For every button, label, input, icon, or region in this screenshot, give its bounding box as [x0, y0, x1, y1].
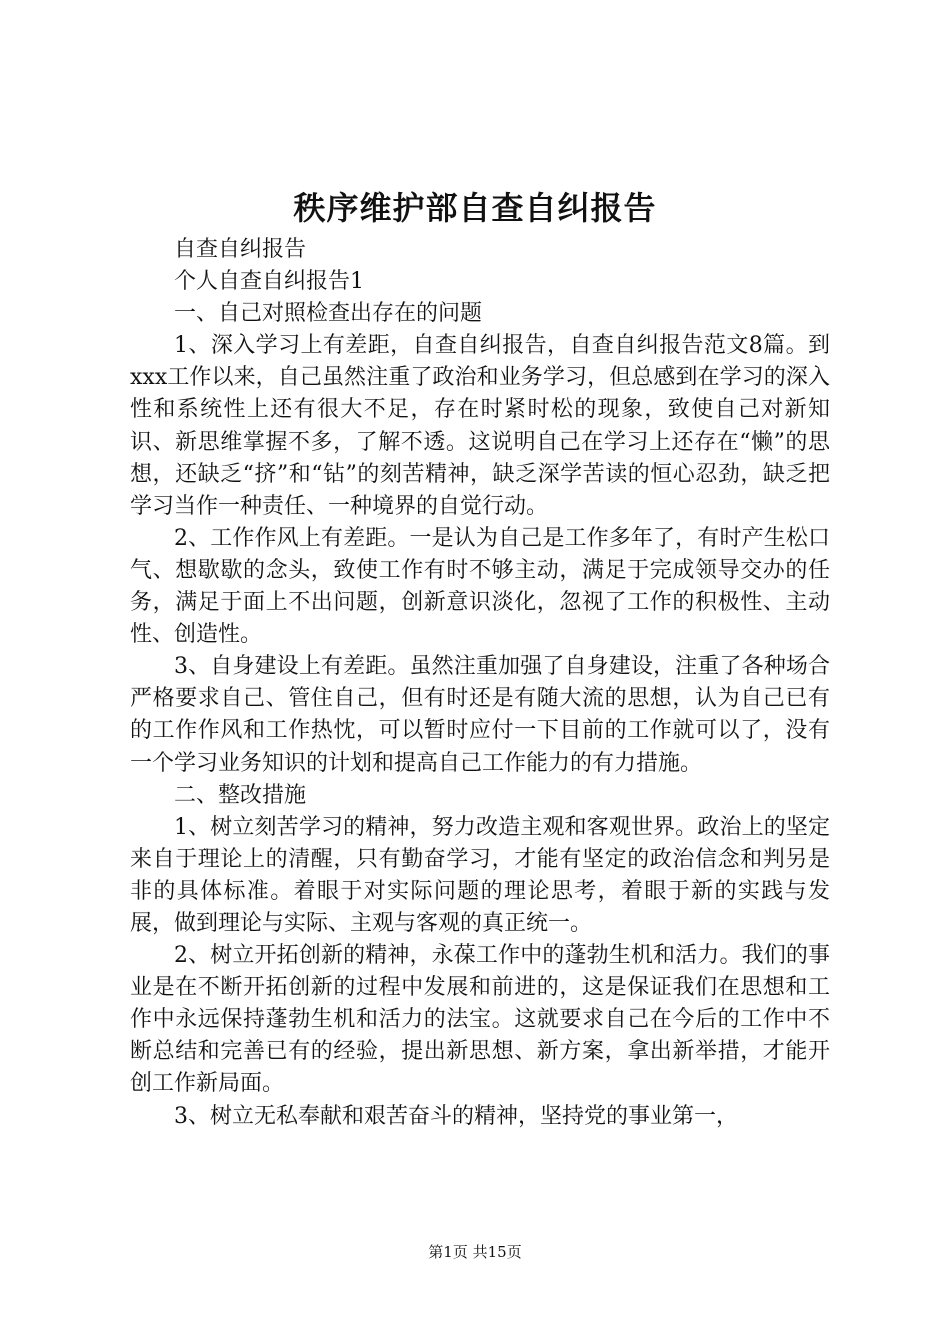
paragraph-problem-1: 1、深入学习上有差距，自查自纠报告，自查自纠报告范文8篇。到xxx工作以来，自己虽然注重了政治和业务学习，但总感到在学习的深入性和系统性上还有很大不足，存在时紧时松的现象，致使自己对新知识、新思维掌握不多，了解不透。这说明自己在学习上还存在“懒”的思想，还缺乏“挤”和“钻”的刻苦精神，缺乏深学苦读的恒心忍劲，缺乏把学习当作一种责任、一种境界的自觉行动。 — [130, 333, 830, 519]
paragraph-measure-2: 2、树立开拓创新的精神，永葆工作中的蓬勃生机和活力。我们的事业是在不断开拓创新的过程中发展和前进的，这是保证我们在思想和工作中永远保持蓬勃生机和活力的法宝。这就要求自己在今后的工作中不断总结和完善已有的经验，提出新思想、新方案，拿出新举措，才能开创工作新局面。 — [130, 943, 830, 1097]
document-body — [130, 234, 830, 1133]
paragraph-heading-1: 自查自纠报告 — [174, 237, 307, 262]
paragraph-measure-3: 3、树立无私奉献和艰苦奋斗的精神，坚持党的事业第一， — [174, 1103, 738, 1129]
section-heading-measures: 二、整改措施 — [174, 782, 307, 808]
document-title: 秩序维护部自查自纠报告 — [293, 189, 657, 227]
paragraph-problem-2: 2、工作作风上有差距。一是认为自己是工作多年了，有时产生松口气、想歇歇的念头，致使工作有时不够主动，满足于完成领导交办的任务，满足于面上不出问题，创新意识淡化，忽视了工作的积极性、主动性、创造性。 — [130, 525, 830, 648]
paragraph-problem-3: 3、自身建设上有差距。虽然注重加强了自身建设，注重了各种场合严格要求自己、管住自己，但有时还是有随大流的思想，认为自己已有的工作作风和工作热忱，可以暂时应付一下目前的工作就可以了，没有一个学习业务知识的计划和提高自己工作能力的有力措施。 — [130, 654, 830, 776]
page-number-footer: 第1页 共15页 — [428, 1243, 522, 1261]
paragraph-heading-2: 个人自查自纠报告1 — [174, 269, 364, 295]
paragraph-measure-1: 1、树立刻苦学习的精神，努力改造主观和客观世界。政治上的坚定来自于理论上的清醒，只有勤奋学习，才能有坚定的政治信念和判另是非的具体标准。着眼于对实际问题的理论思考，着眼于新的实践与发展，做到理论与实际、主观与客观的真正统一。 — [130, 814, 830, 936]
section-heading-problems: 一、自己对照检查出存在的问题 — [174, 301, 483, 327]
